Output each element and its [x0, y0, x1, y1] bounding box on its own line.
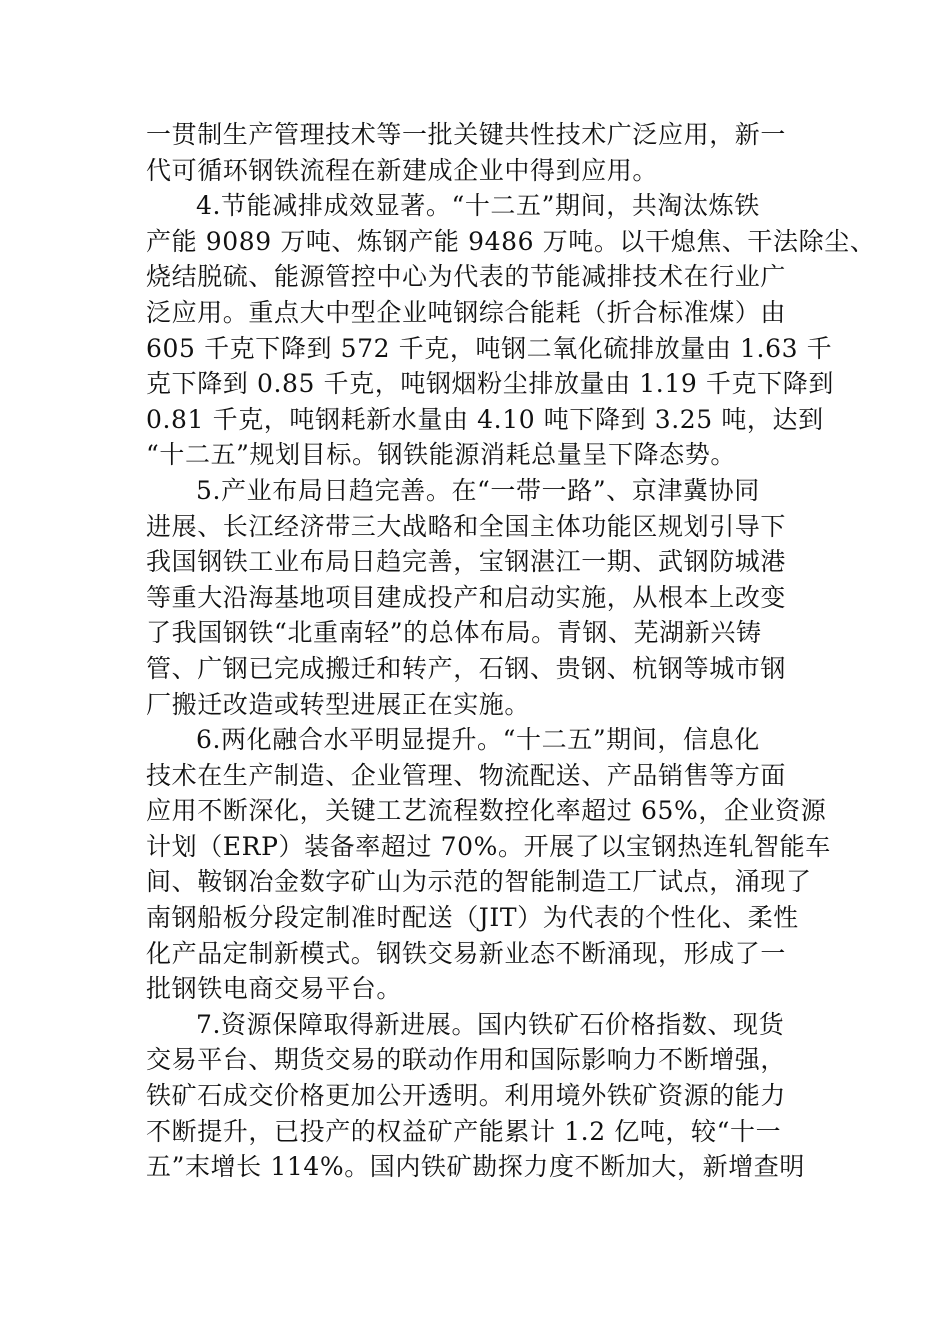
text-line: 铁矿石成交价格更加公开透明。利用境外铁矿资源的能力	[146, 1081, 787, 1111]
text-line: 五”末增长 114%。国内铁矿勘探力度不断加大，新增查明	[146, 1152, 806, 1182]
text-line: 化产品定制新模式。钢铁交易新业态不断涌现，形成了一	[146, 938, 787, 968]
text-line: 技术在生产制造、企业管理、物流配送、产品销售等方面	[146, 760, 787, 790]
text-line: 克下降到 0.85 千克，吨钢烟粉尘排放量由 1.19 千克下降到	[146, 369, 834, 399]
text-line: 进展、长江经济带三大战略和全国主体功能区规划引导下	[146, 511, 787, 541]
text-line: 交易平台、期货交易的联动作用和国际影响力不断增强，	[146, 1045, 787, 1075]
text-line: 了我国钢铁“北重南轻”的总体布局。青钢、芜湖新兴铸	[146, 618, 762, 648]
text-line: 间、鞍钢冶金数字矿山为示范的智能制造工厂试点，涌现了	[146, 867, 812, 897]
paragraph-first-line: 7.资源保障取得新进展。国内铁矿石价格指数、现货	[196, 1009, 785, 1039]
text-line: 厂搬迁改造或转型进展正在实施。	[146, 689, 531, 719]
text-line: 0.81 千克，吨钢耗新水量由 4.10 吨下降到 3.25 吨，达到	[146, 404, 824, 434]
text-line: 南钢船板分段定制准时配送（JIT）为代表的个性化、柔性	[146, 903, 799, 933]
text-line: 泛应用。重点大中型企业吨钢综合能耗（折合标准煤）由	[146, 297, 787, 327]
text-line: “十二五”规划目标。钢铁能源消耗总量呈下降态势。	[146, 440, 736, 470]
text-line: 产能 9089 万吨、炼钢产能 9486 万吨。以干熄焦、干法除尘、	[146, 226, 876, 256]
text-line: 烧结脱硫、能源管控中心为代表的节能减排技术在行业广	[146, 262, 787, 292]
text-line: 605 千克下降到 572 千克，吨钢二氧化硫排放量由 1.63 千	[146, 333, 833, 363]
text-line: 管、广钢已完成搬迁和转产，石钢、贵钢、杭钢等城市钢	[146, 653, 787, 683]
text-line: 不断提升，已投产的权益矿产能累计 1.2 亿吨，较“十一	[146, 1116, 782, 1146]
text-line: 批钢铁电商交易平台。	[146, 974, 403, 1004]
text-line: 应用不断深化，关键工艺流程数控化率超过 65%，企业资源	[146, 796, 827, 826]
paragraph-first-line: 5.产业布局日趋完善。在“一带一路”、京津冀协同	[196, 475, 760, 505]
text-line: 一贯制生产管理技术等一批关键共性技术广泛应用，新一	[146, 120, 787, 149]
paragraph-first-line: 4.节能减排成效显著。“十二五”期间，共淘汰炼铁	[196, 191, 760, 221]
paragraph-first-line: 6.两化融合水平明显提升。“十二五”期间，信息化	[196, 725, 760, 755]
text-line: 我国钢铁工业布局日趋完善，宝钢湛江一期、武钢防城港	[146, 547, 787, 577]
body-text	[146, 117, 876, 1185]
text-line: 等重大沿海基地项目建成投产和启动实施，从根本上改变	[146, 582, 787, 612]
text-line: 代可循环钢铁流程在新建成企业中得到应用。	[146, 155, 659, 185]
text-line: 计划（ERP）装备率超过 70%。开展了以宝钢热连轧智能车	[146, 831, 831, 861]
